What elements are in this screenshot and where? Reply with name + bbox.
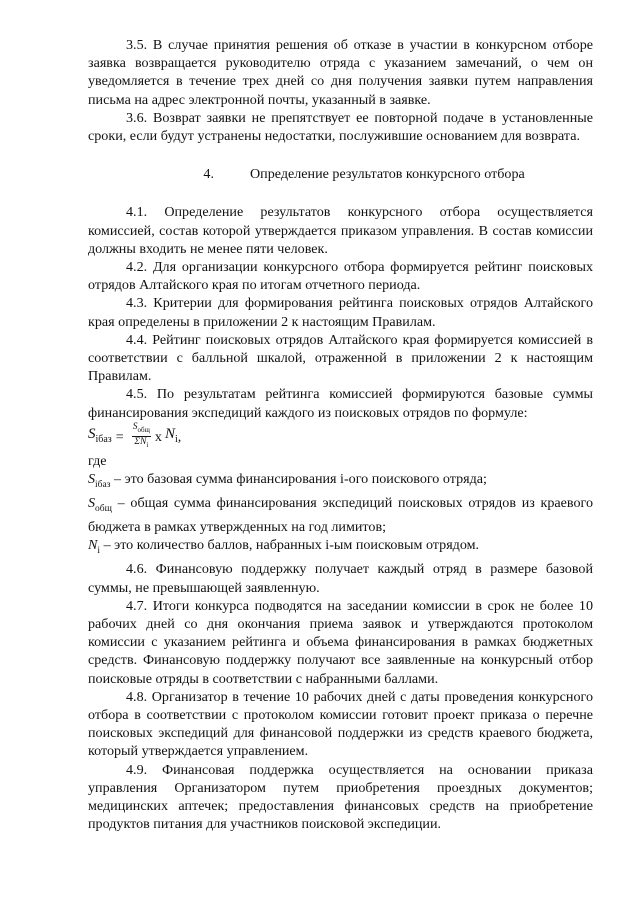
section-4-title: Определение результатов конкурсного отбора: [250, 166, 525, 183]
formula-rhs: $N_i$: [164, 425, 178, 445]
funding-formula: [88, 424, 593, 450]
paragraph-4-8: 4.8. Организатор в течение 10 рабочих дней с даты проведения конкурсного отбора в соответствии с протоколом комиссии готовит проект приказа о перечне поисковых экспедиций для финансовой поддержки из средств краевого бюджета, который утверждается управлением.: [88, 688, 593, 760]
where-label: где: [88, 452, 107, 469]
paragraph-4-4: 4.4. Рейтинг поисковых отрядов Алтайского края формируется комиссией в соответствии с балльной шкалой, отраженной в приложении 2 к настоящим Правилам.: [88, 331, 593, 385]
formula-numerator: $S_{общ}$: [132, 422, 151, 437]
paragraph-4-1: 4.1. Определение результатов конкурсного отбора осуществляется комиссией, состав которой утверждается приказом управления. В состав комиссии должны входить не менее пяти человек.: [88, 204, 593, 257]
section-4-heading: [88, 165, 593, 183]
formula-times: x: [154, 428, 162, 445]
paragraph-4-6: 4.6. Финансовую поддержку получает каждый отряд в размере базовой суммы, не превышающей заявленную.: [88, 561, 593, 596]
formula-equals: =: [115, 428, 124, 445]
section-4-number: 4.: [203, 166, 214, 183]
formula-lhs: $S_{iбаз}$: [88, 425, 112, 445]
document-page: [88, 36, 593, 833]
paragraph-4-3: 4.3. Критерии для формирования рейтинга поисковых отрядов Алтайского края определены в приложении 2 к настоящим Правилам.: [88, 295, 593, 330]
paragraph-4-9: 4.9. Финансовая поддержка осуществляется на основании приказа управления Организатором путем приобретения проездных документов; медицинских аптечек; предоставления финансовых средств на приобретение продуктов питания для участников поисковой экспедиции.: [88, 761, 593, 833]
formula-fraction: [132, 422, 151, 451]
paragraph-4-7: 4.7. Итоги конкурса подводятся на заседании комиссии в срок не более 10 рабочих дней со дня окончания приема заявок и утверждаются протоколом комиссии с указанием рейтинга и объема финансирования в рамках бюджетных средств. Финансовую поддержку получают все заявленные на конкурсный отбор поисковые отряды в соответствии с набранными баллами.: [88, 597, 593, 687]
formula-tail: ,: [177, 428, 182, 445]
paragraph-3-5: 3.5. В случае принятия решения об отказе в участии в конкурсном отборе заявка возвращается руководителю отряда с указанием замечаний, о чем он уведомляется в течение трех дней со дня получения заявки путем направления письма на адрес электронной почты, указанный в заявке.: [88, 37, 593, 108]
definition-n: $N_i$ – это количество баллов, набранных i-ым поисковым отрядом.: [88, 537, 480, 557]
definition-s-total: $S_{общ}$ – общая сумма финансирования экспедиций поисковых отрядов из краевого бюджета в рамках утвержденных на год лимитов;: [88, 495, 593, 536]
paragraph-4-5: 4.5. По результатам рейтинга комиссией формируются базовые суммы финансирования экспедиций каждого из поисковых отрядов по формуле:: [88, 386, 593, 421]
formula-denominator: $\Sigma N_i$: [134, 437, 149, 450]
definition-s-base: $S_{iбаз}$ – это базовая сумма финансирования i-ого поискового отряда;: [88, 471, 487, 490]
paragraph-3-6: 3.6. Возврат заявки не препятствует ее повторной подаче в установленные сроки, если будут устранены недостатки, послужившие основанием для возврата.: [88, 109, 593, 145]
paragraph-4-2: 4.2. Для организации конкурсного отбора формируется рейтинг поисковых отрядов Алтайского края по итогам отчетного периода.: [88, 259, 593, 294]
